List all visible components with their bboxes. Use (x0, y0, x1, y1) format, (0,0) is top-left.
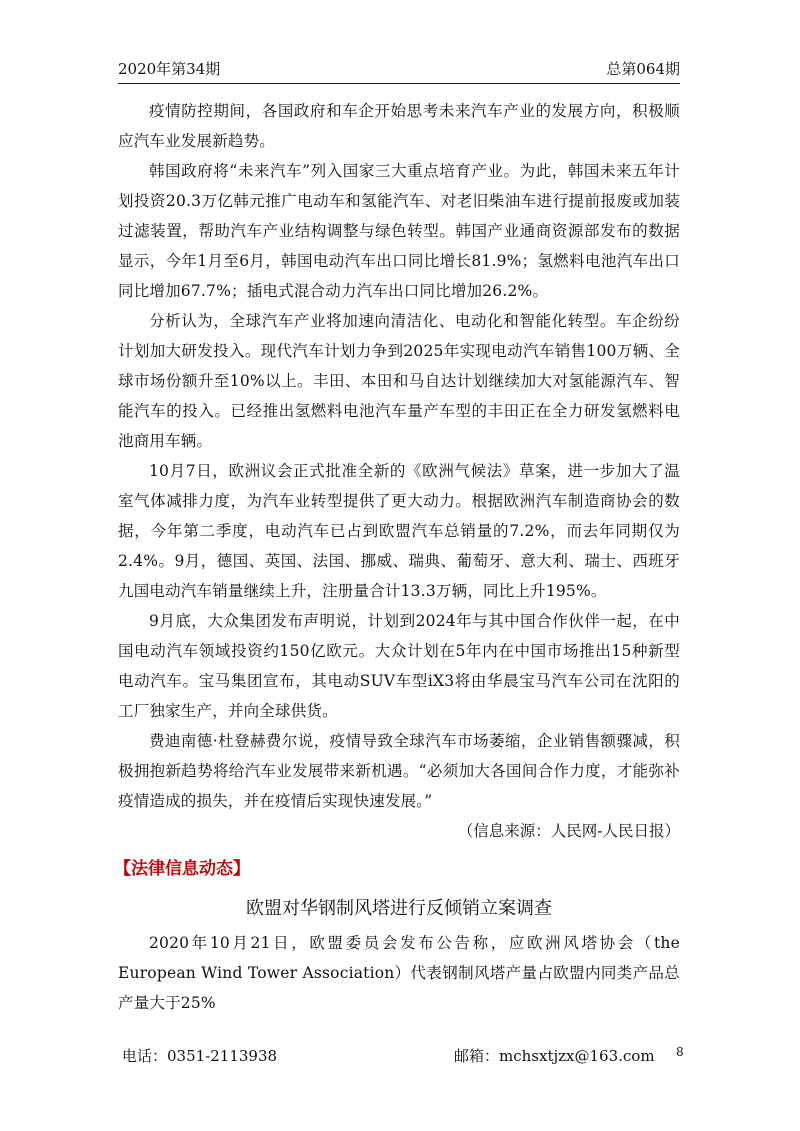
main-content (114, 96, 680, 1018)
paragraph: 9月底，大众集团发布声明说，计划到2024年与其中国合作伙伴一起，在中国电动汽车领域投资约150亿欧元。大众计划在5年内在中国市场推出15种新型电动汽车。宝马集团宣布，其电动SUV车型iX3将由华晨宝马汽车公司在沈阳的工厂独家生产，并向全球供货。 (118, 612, 680, 720)
article-intro: 2020年10月21日，欧盟委员会发布公告称，应欧洲风塔协会（the European Wind Tower Association）代表钢制风塔产量占欧盟内同类产品总产量大于25% (118, 934, 680, 1012)
issue-number: 2020年第34期 (118, 60, 221, 78)
page-number: 8 (676, 1045, 684, 1059)
paragraph: 费迪南德·杜登赫费尔说，疫情导致全球汽车市场萎缩，企业销售额骤减，积极拥抱新趋势将给汽车业发展带来新机遇。“必须加大各国间合作力度，才能弥补疫情造成的损失，并在疫情后实现快速发展。” (118, 732, 680, 810)
footer-email: 邮箱：mchsxtjzx@163.com (454, 1047, 655, 1065)
total-issue-number: 总第064期 (606, 60, 680, 78)
paragraph: 10月7日，欧洲议会正式批准全新的《欧洲气候法》草案，进一步加大了温室气体减排力度，为汽车业转型提供了更大动力。根据欧洲汽车制造商协会的数据，今年第二季度，电动汽车已占到欧盟汽车总销量的7.2%，而去年同期仅为2.4%。9月，德国、英国、法国、挪威、瑞典、葡萄牙、意大利、瑞士、西班牙九国电动汽车销量继续上升，注册量合计13.3万辆，同比上升195%。 (118, 462, 680, 600)
article-title: 欧盟对华钢制风塔进行反倾销立案调查 (246, 898, 552, 919)
info-source: （信息来源：人民网-人民日报） (457, 822, 680, 840)
section-heading: 【法律信息动态】 (114, 859, 250, 879)
paragraph: 疫情防控期间，各国政府和车企开始思考未来汽车产业的发展方向，积极顺应汽车业发展新趋势。 (118, 102, 680, 150)
paragraph: 韩国政府将“未来汽车”列入国家三大重点培育产业。为此，韩国未来五年计划投资20.3万亿韩元推广电动车和氢能汽车、对老旧柴油车进行提前报废或加装过滤装置，帮助汽车产业结构调整与绿色转型。韩国产业通商资源部发布的数据显示，今年1月至6月，韩国电动汽车出口同比增长81.9%；氢燃料电池汽车出口同比增加67.7%；插电式混合动力汽车出口同比增加26.2%。 (118, 162, 680, 300)
paragraph: 分析认为，全球汽车产业将加速向清洁化、电动化和智能化转型。车企纷纷计划加大研发投入。现代汽车计划力争到2025年实现电动汽车销售100万辆、全球市场份额升至10%以上。丰田、本田和马自达计划继续加大对氢能源汽车、智能汽车的投入。已经推出氢燃料电池汽车量产车型的丰田正在全力研发氢燃料电池商用车辆。 (118, 312, 680, 450)
page-header (118, 58, 680, 84)
footer-phone: 电话：0351-2113938 (122, 1047, 278, 1065)
